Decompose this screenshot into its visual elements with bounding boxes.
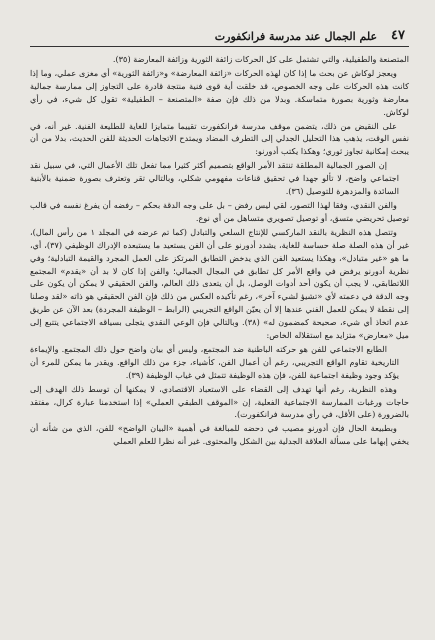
paragraph: ويعجز لوكاش عن بحث ما إذا كان لهذه الحركات «زائفة المعارضة» و«زائفة الثورية» أي مغزى عملي، وما إذا كانت هذه الحركات على وجه الخصوص، قد خلقت أية قوى فنية منتجة قادرة على التجاوز إلى ممارسة جمالية معارضة وثورية بصورة متماسكة. وبدلا من ذلك فإن صفة «المتصنعة – الطفيلية» تقول كل شيء، في رأي لوكاش. — [30, 67, 409, 117]
paragraph: وتتصل هذه النظرية بالنقد الماركسي للإنتاج السلعي والتبادل (كما تم عرضه في المجلد ١ من رأس المال)، غير أن هذه الصلة صلة حساسة للغاية، يشدد أدورنو على أن الفن يستعيد ما يستبعده الإدراك الوظيفي (٣٧)، أي، ما هو «غير متبادل»، وهكذا يستعيد الفن الذي يدخض التطابق المرتكز على العمل المجرد والقيمة التبادلية؛ وفي نظرية أدورنو يرفض في واقع الأمر كل تطابق في المجال الجمالي؛ والفن إذا كان لا بد أن «يقدم» المجتمع اللاتطابقي، لا يجب أن يكون أحد أدوات الوصل، بل أن يتعدى ذلك العالم، والفن الحقيقي لا يمكن أن يكون على وجه الدقة في دعمته لأي «تشيؤ لشيء آخر»، رغم تأكيده العكس من ذلك فإن الفن الحقيقي هو ذاته «لقد وصلنا إلى نقطة لا يمكن للعمل الفني عندها إلا أن يعيّن الواقع التجريبي (الرابط – الوظيفة المجردة) بعد الآن عن طريق عدم اتخاذ أي شيء، صحيحة كمضمون له» (٣٨). وبالتالي فإن الوعي النقدي يتجلى بسياقه الاجتماعي يتتبع إلى ميل «معارض» متزايد مع استقلاله الخاص: — [30, 226, 409, 341]
body-text — [30, 53, 409, 448]
running-title: علم الجمال عند مدرسة فرانكفورت — [214, 30, 378, 43]
page-header — [30, 8, 409, 42]
paragraph: المتصنعة والطفيلية، والتي تشتمل على كل الحركات زائفة الثورية وزائفة المعارضة (٣٥). — [112, 54, 409, 64]
paragraph: وهذه النظرية، رغم أنها تهدف إلى القضاء على الاستعباد الاقتصادي، لا يمكنها أن توسط ذلك الهدف إلى حاجات ورغبات الممارسة الاجتماعية الفعلية، إن «الموقف الطبقي العملي» إذا استخدمنا عبارة كرال، مفتقد بالضرورة (على الأقل، في رأي مدرسة فرانكفورت). — [30, 383, 409, 420]
header-rule — [30, 46, 409, 47]
paragraph: على النقيض من ذلك، يتضمن موقف مدرسة فرانكفورت تقييما متمايزا للغاية للطليعة الفنية. غير أنه، في نفس الوقت، يذهب هذا التحليل الجدلي إلى التطرف المضاد ويمتدح الاتجاهات الحديثة للفن الحديث، بدلا من أن يبحث إمكانية تجاوز ثوري؛ وهكذا يكتب أدورنو: — [30, 120, 409, 157]
block-quote: الطابع الاجتماعي للفن هو حركته الباطنية ضد المجتمع، وليس أي بيان واضح حول ذلك المجتمع. والإيماءة التاريخية تقاوم الواقع التجريبي، رغم أن أعمال الفن، كأشياء، جزء من ذلك الواقع. ويقدر ما يمكن للمرء أن يؤكد وجود وظيفة اجتماعية للفن، فإن هذه الوظيفة تتمثل في غياب الوظيفة (٣٩). — [30, 343, 399, 380]
block-quote: إن الصور الجمالية المطلقة تنتقد الأمر الواقع بتصميم أكثر كثيرا مما تفعل تلك الأعمال التي، في سبيل نقد اجتماعي واضح، لا تألو جهدا في تحقيق قناعات مفهومي شكلي، وبالتالي تقر وتعترف بصورة ضمنية بالأبنية السائدة والمزدهرة للتوصيل (٣٦). — [30, 160, 399, 197]
page-number: ٤٧ — [391, 28, 405, 43]
paragraph: والفن النقدي، وفقا لهذا التصور، لقي ليس رفض – بل على وجه الدقة بحكم – رفضه أن يفرغ نفسه في قالب توصيل تحريضي متسق، أو توصيل تصويري متساهل من أي نوع. — [30, 199, 409, 223]
paragraph: وبطبيعة الحال فإن أدورنو مصيب في دحضه للمبالغة في أهمية «البيان الواضح» للفن، الذي من شأنه أن يخفي إبهاما على مسألة العلاقة الجدلية بين الشكل والمحتوى. غير أنه نظرا للعلم العملي — [30, 423, 409, 447]
